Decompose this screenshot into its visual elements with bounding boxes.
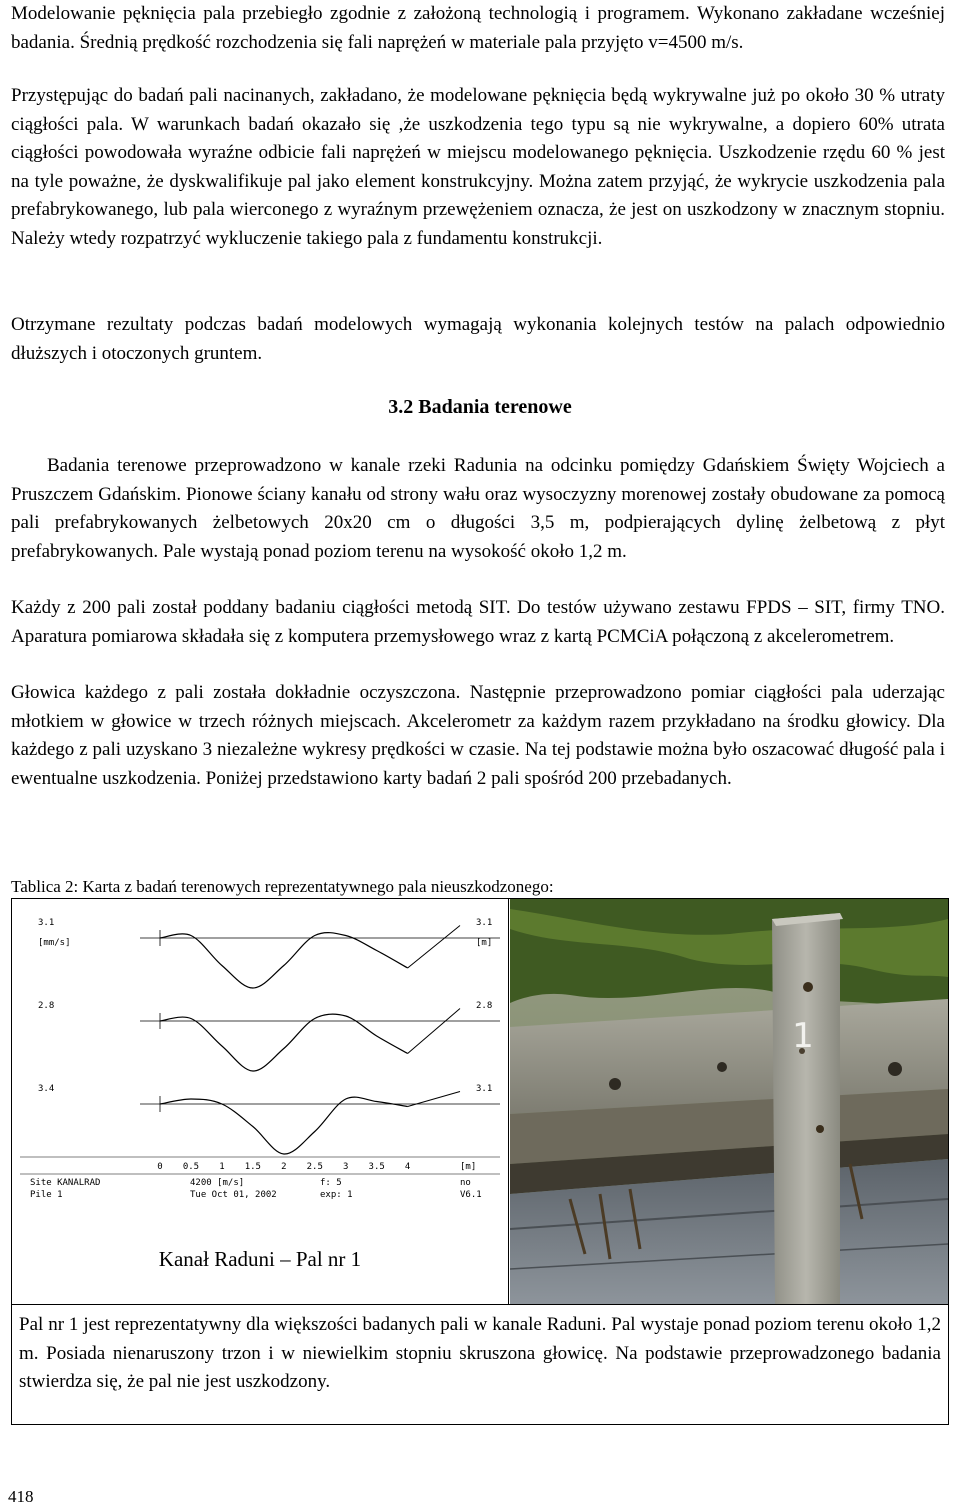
series-scale-left-label: 3.4 (38, 1084, 55, 1094)
series-tail (408, 1009, 460, 1054)
table-top-row (12, 899, 948, 1305)
x-tick-label: 3.5 (368, 1162, 385, 1172)
footer-info-text: 4200 [m/s] (190, 1178, 245, 1188)
series-line (160, 933, 408, 988)
footer-info-text: Pile 1 (30, 1190, 63, 1200)
series-scale-right-label: 2.8 (476, 1001, 493, 1011)
series-unit-right-label: [m] (476, 938, 493, 948)
paragraph-5: Każdy z 200 pali został poddany badaniu ciągłości metodą SIT. Do testów używano zestawu FPDS – SIT, firmy TNO. Aparatura pomiarowa składała się z komputera przemysłowego wraz z kartą PCMCiA połączoną z akcelerometrem. (11, 597, 945, 647)
footer-info-text: V6.1 (460, 1190, 482, 1200)
x-tick-label: 2.5 (306, 1162, 323, 1172)
series-line (160, 1014, 408, 1071)
paragraph-6: Głowica każdego z pali została dokładnie oczyszczona. Następnie przeprowadzono pomiar ciągłości pala uderzając młotkiem w głowice w trzech różnych miejscach. Akcelerometr za każdym razem przykładano na środku głowicy. Dla każdego z pali uzyskano 3 niezależne wykresy prędkości w czasie. Na tej podstawie można było oszacować długość pala i ewentualne uszkodzenia. Poniżej przedstawiono karty badań 2 pali spośród 200 przebadanych. (11, 682, 945, 789)
footer-info-text: f: 5 (320, 1178, 342, 1188)
table-description: Pal nr 1 jest reprezentatywny dla większości badanych pali w kanale Raduni. Pal wystaje ponad poziom terenu około 1,2 m. Posiada nienaruszony trzon i w niewielkim stopniu skruszona głowicę. Na podstawie przeprowadzonego badania stwierdza się, że pal nie jest uszkodzony. (19, 1314, 941, 1393)
table-caption: Tablica 2: Karta z badań terenowych reprezentatywnego pala nieuszkodzonego: (11, 877, 554, 896)
cell-divider (508, 899, 509, 1304)
x-tick-label: 0 (157, 1162, 163, 1172)
footer-info-text: exp: 1 (320, 1190, 353, 1200)
pile-photo-svg (510, 899, 948, 1304)
sit-chart-svg (20, 903, 500, 1203)
result-table (11, 898, 949, 1425)
series-scale-left-label: 3.1 (38, 918, 55, 928)
pile-photo (510, 899, 948, 1304)
footer-info-text: no (460, 1178, 471, 1188)
x-tick-label: 1.5 (244, 1162, 261, 1172)
paragraph-2: Przystępując do badań pali nacinanych, zakładano, że modelowane pęknięcia będą wykrywalne już po około 30 % utraty ciągłości pala. W warunkach badań okazało się ,że uszkodzenia tego typu są nie wykrywalne, a dopiero 60% utrata ciągłości powodowała wyraźne odbicie fali naprężeń w miejscu modelowanego pęknięcia. Uszkodzenie rzędu 60 % jest na tyle poważne, że dyskwalifikuje pal jako element konstrukcyjny. Można zatem przyjąć, że wykrycie uszkodzenia pala prefabrykowanego, lub pala wierconego z wyraźnym przewężeniem oznacza, że jest on uszkodzony w znacznym stopniu. Należy wtedy rozpatrzyć wykluczenie takiego pala z fundamentu konstrukcji. (11, 85, 945, 249)
x-axis-unit-label: [m] (460, 1162, 477, 1172)
series-scale-right-label: 3.1 (476, 1084, 493, 1094)
paragraph-3: Otrzymane rezultaty podczas badań modelowych wymagają wykonania kolejnych testów na palach odpowiednio dłuższych i otoczonych gruntem. (11, 314, 945, 364)
series-tail (408, 926, 460, 969)
series-unit-left-label: [mm/s] (38, 938, 71, 948)
footer-info-text: Site KANALRAD (30, 1178, 101, 1188)
series-line (160, 1097, 408, 1154)
x-tick-label: 1 (219, 1162, 225, 1172)
pile-number-marking: 1 (792, 1016, 814, 1056)
x-tick-label: 3 (343, 1162, 349, 1172)
page-number: 418 (8, 1487, 34, 1506)
series-scale-left-label: 2.8 (38, 1001, 55, 1011)
footer-info-text: Tue Oct 01, 2002 (190, 1190, 277, 1200)
paragraph-4: Badania terenowe przeprowadzono w kanale rzeki Radunia na odcinku pomiędzy Gdańskiem Święty Wojciech a Pruszczem Gdańskim. Pionowe ściany kanału od strony wału oraz wysoczyzny morenowej zostały obudowane za pomocą pali prefabrykowanych żelbetowych 20x20 cm o długości 3,5 m, podpierających dylinę żelbetową z płyt prefabrykowanych. Pale wystają ponad poziom terenu na wysokość około 1,2 m. (11, 455, 945, 562)
image-label: Kanał Raduni – Pal nr 1 (158, 1247, 362, 1271)
paragraph-1: Modelowanie pęknięcia pala przebiegło zgodnie z założoną technologią i programem. Wykonano zakładane wcześniej badania. Średnią prędkość rozchodzenia się fali naprężeń w materiale pala przyjęto v=4500 m/s. (11, 3, 945, 53)
x-tick-label: 2 (281, 1162, 287, 1172)
x-tick-label: 4 (404, 1162, 411, 1172)
section-heading: 3.2 Badania terenowe (388, 396, 572, 418)
x-tick-label: 0.5 (182, 1162, 200, 1172)
series-scale-right-label: 3.1 (476, 918, 493, 928)
sit-chart (20, 903, 500, 1203)
